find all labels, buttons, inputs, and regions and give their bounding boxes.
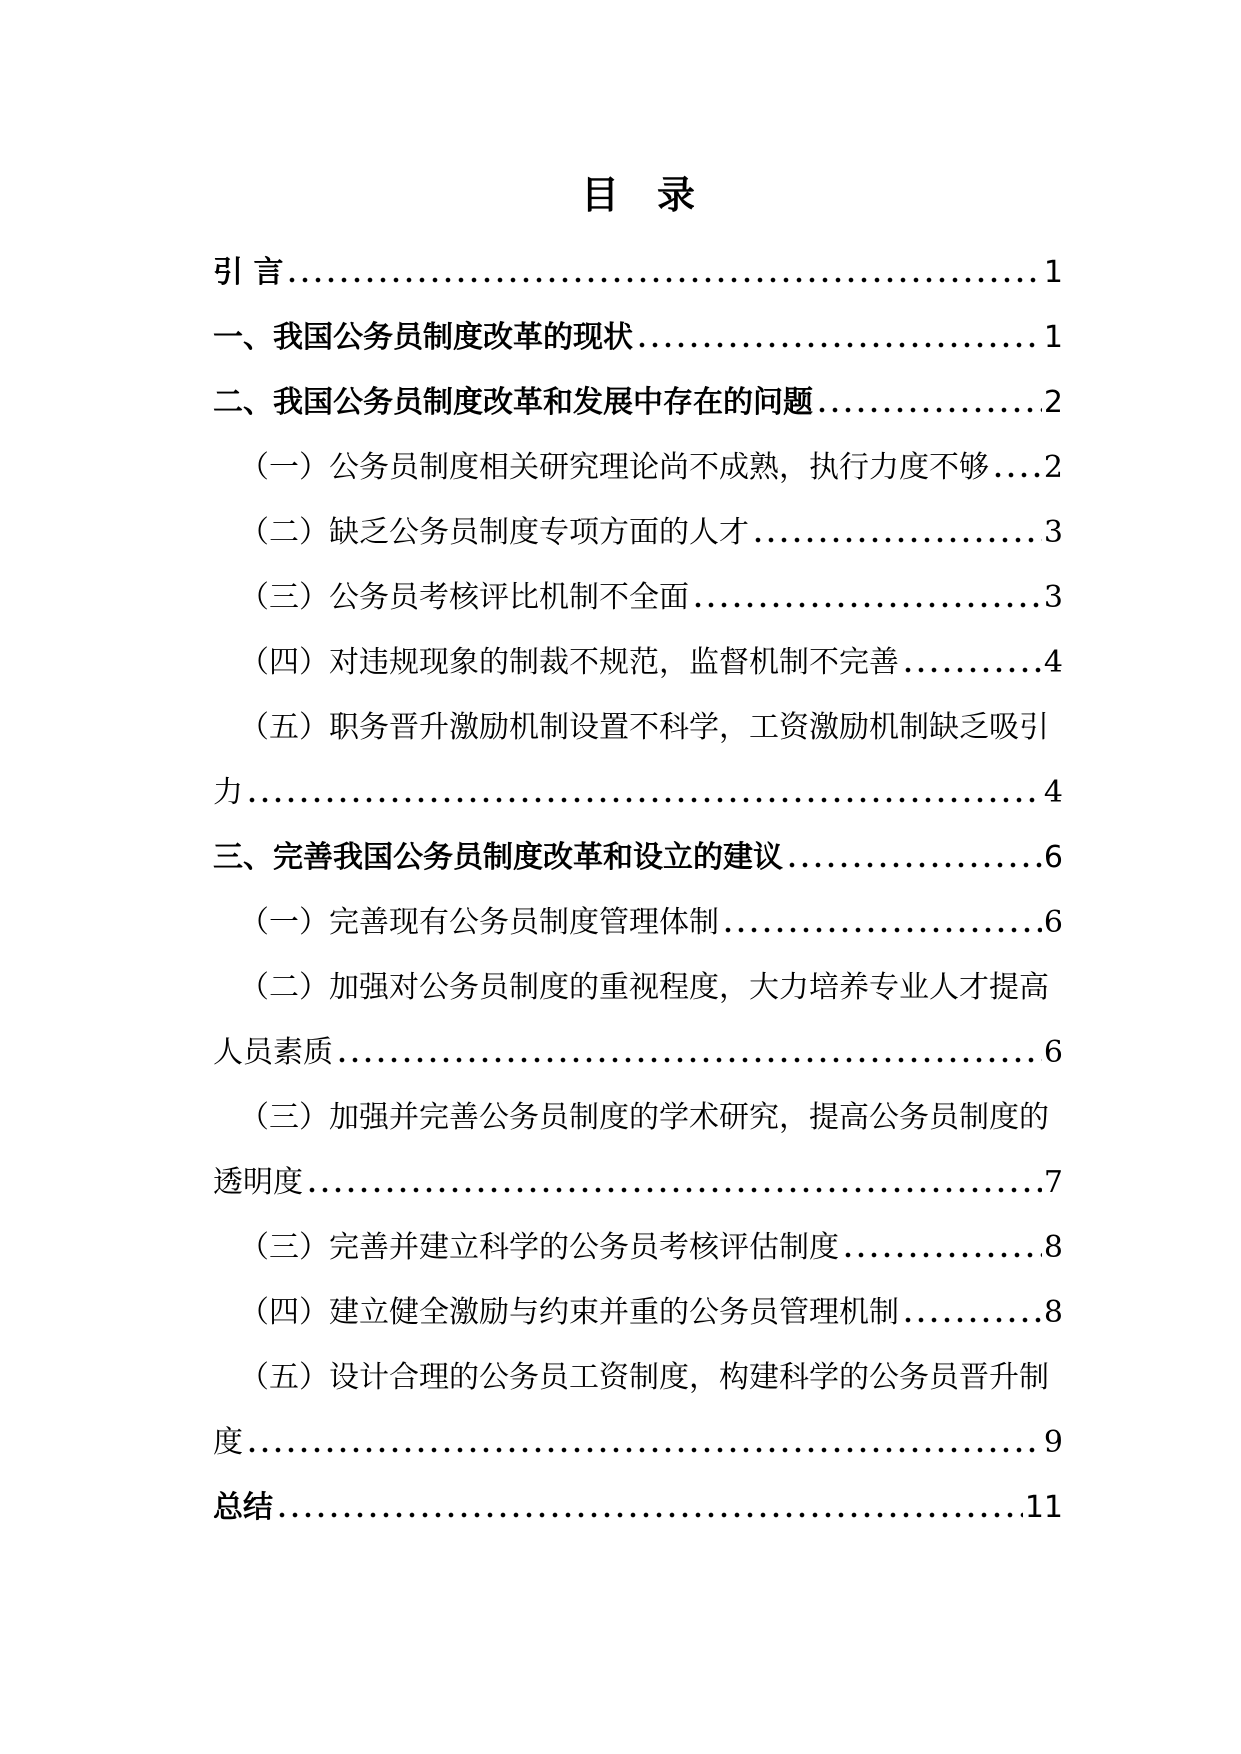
- toc-entry-text: （三）公务员考核评比机制不全面: [239, 580, 689, 615]
- dot-leader: [246, 760, 1042, 825]
- toc-entry-sub-line2[interactable]: [213, 1020, 1063, 1085]
- toc-entry-text: 度: [213, 1425, 243, 1460]
- page-number: 1: [1043, 255, 1063, 290]
- toc-entry-sub-line2[interactable]: [213, 1150, 1063, 1215]
- page-number: 4: [1043, 775, 1063, 810]
- toc-entry-text: （二）缺乏公务员制度专项方面的人才: [239, 515, 749, 550]
- toc-entry-text: （四）对违规现象的制裁不规范，监督机制不完善: [239, 645, 899, 680]
- dot-leader: [816, 370, 1042, 435]
- page-number: 2: [1043, 385, 1063, 420]
- dot-leader: [636, 305, 1042, 370]
- toc-entry-text: 人员素质: [213, 1035, 333, 1070]
- toc-entry-text: 总结: [213, 1490, 273, 1525]
- dot-leader: [842, 1215, 1042, 1280]
- page-number: 2: [1043, 450, 1063, 485]
- toc-entry-text: 力: [213, 775, 243, 810]
- toc-entry-text: （二）加强对公务员制度的重视程度，大力培养专业人才提高: [239, 970, 1049, 1005]
- page-number: 8: [1043, 1230, 1063, 1265]
- page-number: 6: [1043, 905, 1063, 940]
- toc-entry-section1[interactable]: [213, 305, 1063, 370]
- dot-leader: [336, 1020, 1042, 1085]
- page-number: 4: [1043, 645, 1063, 680]
- page-number: 6: [1043, 840, 1063, 875]
- dot-leader: [306, 1150, 1042, 1215]
- toc-entry-text: （三）加强并完善公务员制度的学术研究，提高公务员制度的: [239, 1100, 1049, 1135]
- toc-entry-section2[interactable]: [213, 370, 1063, 435]
- toc-entry-sub[interactable]: [213, 565, 1063, 630]
- toc-entry-sub-line1[interactable]: [213, 955, 1063, 1020]
- dot-leader: [902, 630, 1042, 695]
- dot-leader: [246, 1410, 1042, 1475]
- toc-entry-text: （五）设计合理的公务员工资制度，构建科学的公务员晋升制: [239, 1360, 1049, 1395]
- toc-entry-text: 引 言: [213, 255, 284, 290]
- toc-entry-summary[interactable]: [213, 1475, 1063, 1540]
- dot-leader: [722, 890, 1042, 955]
- toc-entry-text: 三、完善我国公务员制度改革和设立的建议: [213, 840, 783, 875]
- toc-entry-sub[interactable]: [213, 435, 1063, 500]
- toc-entry-sub-line1[interactable]: [213, 1345, 1063, 1410]
- toc-entry-sub-line2[interactable]: [213, 760, 1063, 825]
- page-number: 3: [1043, 580, 1063, 615]
- toc-entry-sub-line1[interactable]: [213, 695, 1063, 760]
- toc-title: 目 录: [580, 173, 695, 217]
- toc-entry-intro[interactable]: [213, 240, 1063, 305]
- dot-leader: [992, 435, 1042, 500]
- dot-leader: [786, 825, 1042, 890]
- toc-entry-text: 一、我国公务员制度改革的现状: [213, 320, 633, 355]
- dot-leader: [902, 1280, 1042, 1345]
- toc-entry-sub[interactable]: [213, 1215, 1063, 1280]
- dot-leader: [286, 240, 1041, 305]
- page-number: 11: [1024, 1490, 1063, 1525]
- dot-leader: [752, 500, 1042, 565]
- toc-entry-section3[interactable]: [213, 825, 1063, 890]
- page-number: 8: [1043, 1295, 1063, 1330]
- page-number: 7: [1043, 1165, 1063, 1200]
- toc-entry-text: （四）建立健全激励与约束并重的公务员管理机制: [239, 1295, 899, 1330]
- toc-entry-text: （三）完善并建立科学的公务员考核评估制度: [239, 1230, 839, 1265]
- toc-entry-sub[interactable]: [213, 500, 1063, 565]
- toc-entry-sub[interactable]: [213, 890, 1063, 955]
- toc-entry-text: 二、我国公务员制度改革和发展中存在的问题: [213, 385, 813, 420]
- toc-entry-text: （五）职务晋升激励机制设置不科学，工资激励机制缺乏吸引: [239, 710, 1049, 745]
- page-number: 9: [1043, 1425, 1063, 1460]
- page-number: 1: [1043, 320, 1063, 355]
- dot-leader: [692, 565, 1042, 630]
- toc-entry-text: 透明度: [213, 1165, 303, 1200]
- page-number: 3: [1043, 515, 1063, 550]
- page-number: 6: [1043, 1035, 1063, 1070]
- toc-entry-sub[interactable]: [213, 630, 1063, 695]
- toc-entry-sub-line2[interactable]: [213, 1410, 1063, 1475]
- dot-leader: [276, 1475, 1023, 1540]
- toc-entry-sub-line1[interactable]: [213, 1085, 1063, 1150]
- toc-entry-text: （一）公务员制度相关研究理论尚不成熟，执行力度不够: [239, 450, 989, 485]
- toc-entry-sub[interactable]: [213, 1280, 1063, 1345]
- toc-entry-text: （一）完善现有公务员制度管理体制: [239, 905, 719, 940]
